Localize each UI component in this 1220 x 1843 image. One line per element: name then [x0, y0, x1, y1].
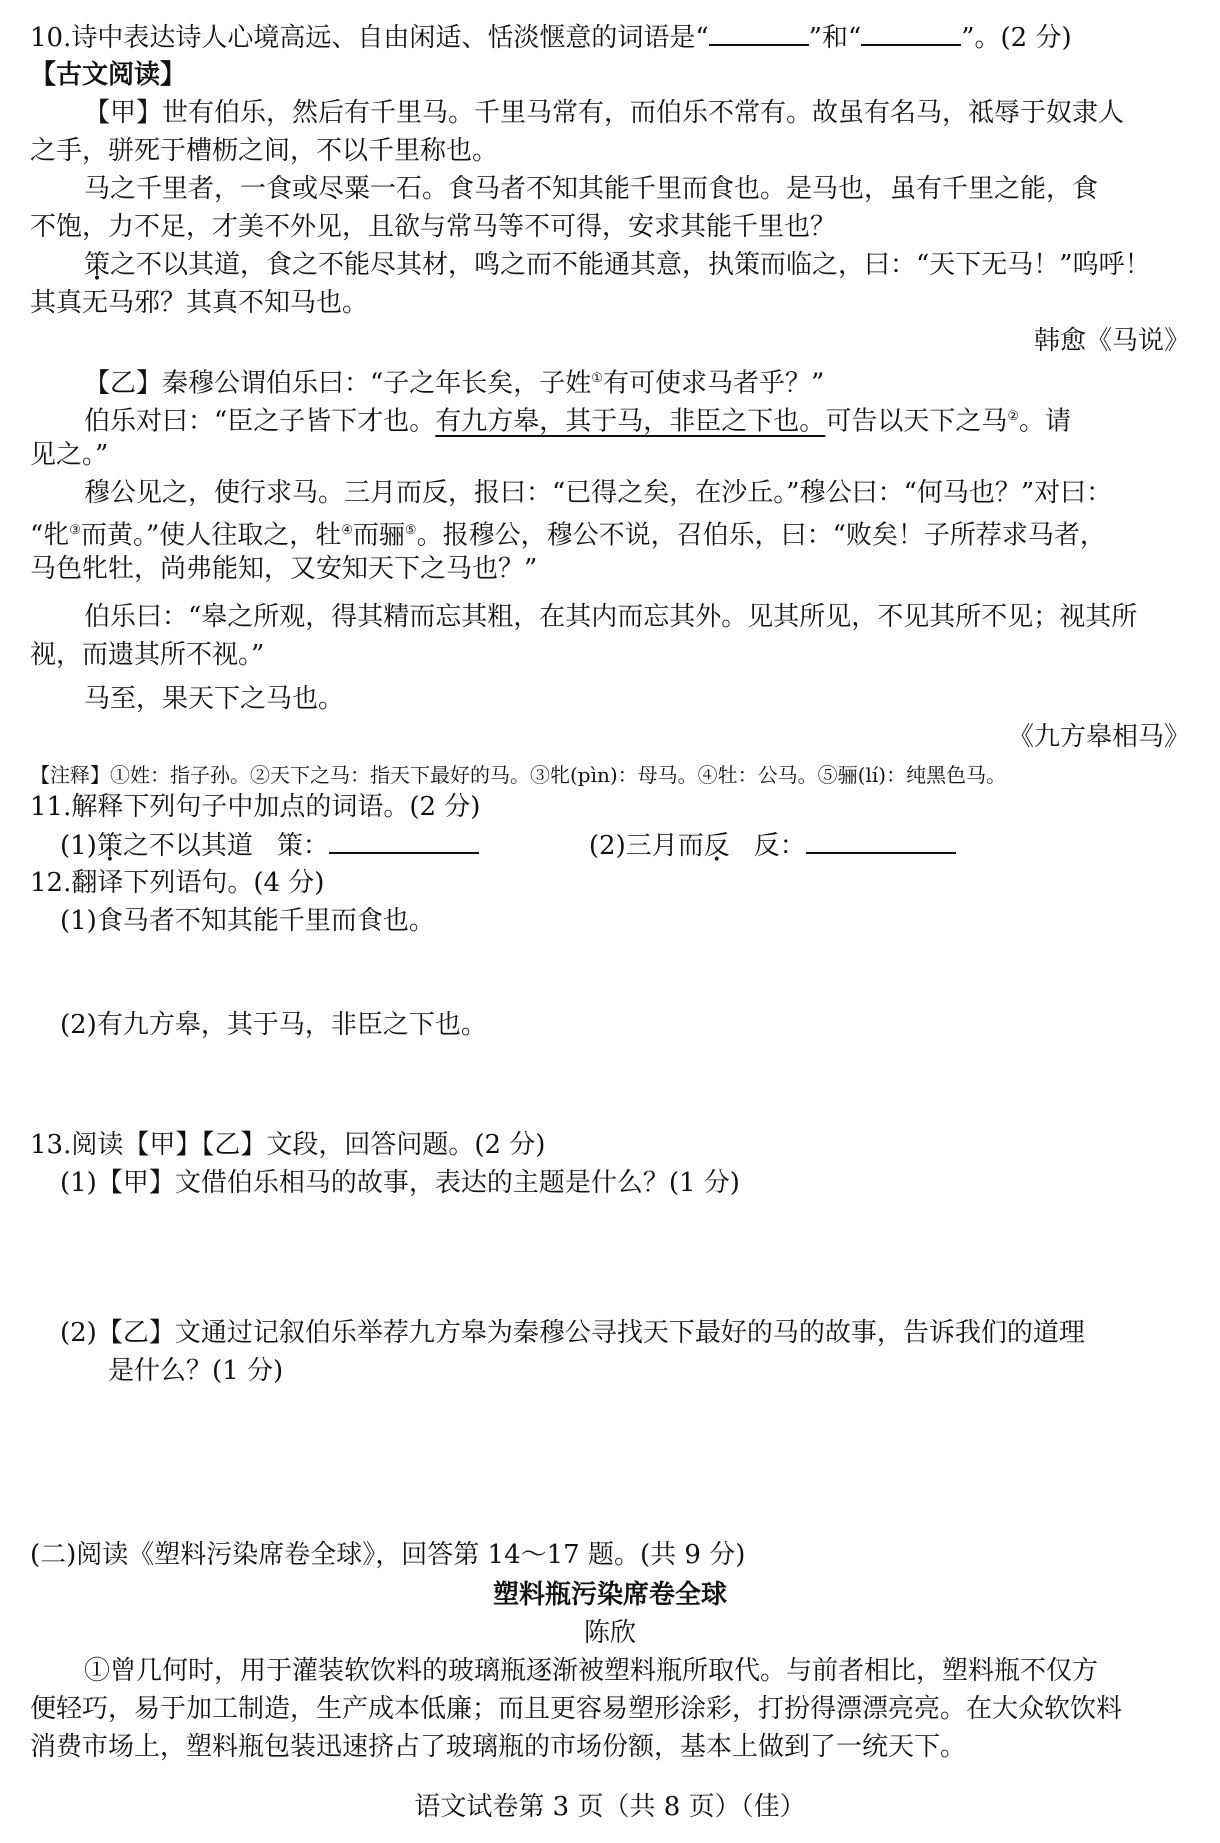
yi-p4-line2: 视，而遗其所不视。” — [30, 640, 265, 670]
yi-p2-line1: 伯乐对曰：“臣之子皆下才也。有九方皋，其于马，非臣之下也。可告以天下之马②。请 — [84, 406, 1071, 437]
section-heading-ancient: 【古文阅读】 — [30, 60, 187, 90]
yi-p2-line2: 见之。” — [30, 440, 109, 470]
yi-source: 《九方皋相马》 — [1007, 722, 1190, 752]
question-13-item2-line1: (2)【乙】文通过记叙伯乐举荐九方皋为秦穆公寻找天下最好的马的故事，告诉我们的道理 — [60, 1318, 1085, 1348]
article-author: 陈欣 — [583, 1618, 636, 1648]
question-12-item1: (1)食马者不知其能千里而食也。 — [60, 906, 435, 936]
yi-p1: 【乙】秦穆公谓伯乐曰：“子之年长矣，子姓①有可使求马者乎？” — [84, 368, 825, 399]
question-12-item2: (2)有九方皋，其于马，非臣之下也。 — [60, 1010, 487, 1040]
jia-p1-line2: 之手，骈死于槽枥之间，不以千里称也。 — [30, 136, 499, 166]
article-title: 塑料瓶污染席卷全球 — [492, 1580, 727, 1610]
jia-p1-line1: 【甲】世有伯乐，然后有千里马。千里马常有，而伯乐不常有。故虽有名马，祗辱于奴隶人 — [84, 98, 1125, 128]
answer-blank-fan[interactable] — [806, 828, 956, 854]
underlined-sentence: 有九方皋，其于马，非臣之下也。 — [435, 406, 826, 437]
jia-p2-line2: 不饱，力不足，才美不外见，且欲与常马等不可得，安求其能千里也？ — [30, 212, 837, 242]
question-11-items: (1)策之不以其道 策： (2)三月而反 反： — [60, 828, 1190, 863]
yi-p4-line1: 伯乐曰：“皋之所观，得其精而忘其粗，在其内而忘其外。见其所见，不见其所不见；视其所 — [84, 602, 1138, 632]
question-10: 10.诗中表达诗人心境高远、自由闲适、恬淡惬意的词语是“ ”和“ ”。(2 分) — [30, 20, 1190, 55]
annotations: 【注释】①姓：指子孙。②天下之马：指天下最好的马。③牝(pìn)：母马。④牡：公马。⑤骊(lí)：纯黑色马。 — [30, 763, 1007, 787]
jia-p3-line2: 其真无马邪？其真不知马也。 — [30, 288, 369, 318]
answer-blank-1[interactable] — [709, 20, 809, 46]
yi-p3-line3: 马色牝牡，尚弗能知，又安知天下之马也？” — [30, 554, 538, 584]
section-2-intro: (二)阅读《塑料污染席卷全球》，回答第 14～17 题。(共 9 分) — [30, 1540, 746, 1570]
yi-p3-line1: 穆公见之，使行求马。三月而反，报曰：“已得之矣，在沙丘。”穆公曰：“何马也？”对曰： — [84, 478, 1113, 508]
question-13-item1: (1)【甲】文借伯乐相马的故事，表达的主题是什么？(1 分) — [60, 1168, 740, 1198]
question-11-title: 11.解释下列句子中加点的词语。(2 分) — [30, 792, 481, 822]
question-13-item2-line2: 是什么？(1 分) — [108, 1356, 284, 1386]
question-13-title: 13.阅读【甲】【乙】文段，回答问题。(2 分) — [30, 1130, 546, 1160]
article-p1-line2: 便轻巧，易于加工制造，生产成本低廉；而且更容易塑形涂彩，打扮得漂漂亮亮。在大众软饮料 — [30, 1694, 1123, 1724]
article-p1-line1: ①曾几何时，用于灌装软饮料的玻璃瓶逐渐被塑料瓶所取代。与前者相比，塑料瓶不仅方 — [84, 1656, 1099, 1686]
article-p1-line3: 消费市场上，塑料瓶包装迅速挤占了玻璃瓶的市场份额，基本上做到了一统天下。 — [30, 1732, 967, 1762]
yi-p5: 马至，果天下之马也。 — [84, 684, 345, 714]
jia-p2-line1: 马之千里者，一食或尽粟一石。食马者不知其能千里而食也。是马也，虽有千里之能，食 — [84, 174, 1099, 204]
jia-source: 韩愈《马说》 — [1033, 326, 1190, 356]
answer-blank-ce[interactable] — [329, 828, 479, 854]
yi-p3-line2: “牝③而黄。”使人往取之，牡④而骊⑤。报穆公，穆公不说，召伯乐，曰：“败矣！子所荐求马者， — [30, 520, 1106, 551]
jia-p3-line1: 策之不以其道，食之不能尽其材，鸣之而不能通其意，执策而临之，曰：“天下无马！”呜呼！ — [84, 250, 1151, 280]
question-12-title: 12.翻译下列语句。(4 分) — [30, 868, 325, 898]
page-footer: 语文试卷第 3 页（共 8 页）（佳） — [414, 1792, 806, 1822]
dotted-char: 策 — [84, 250, 111, 280]
answer-blank-2[interactable] — [861, 20, 961, 46]
